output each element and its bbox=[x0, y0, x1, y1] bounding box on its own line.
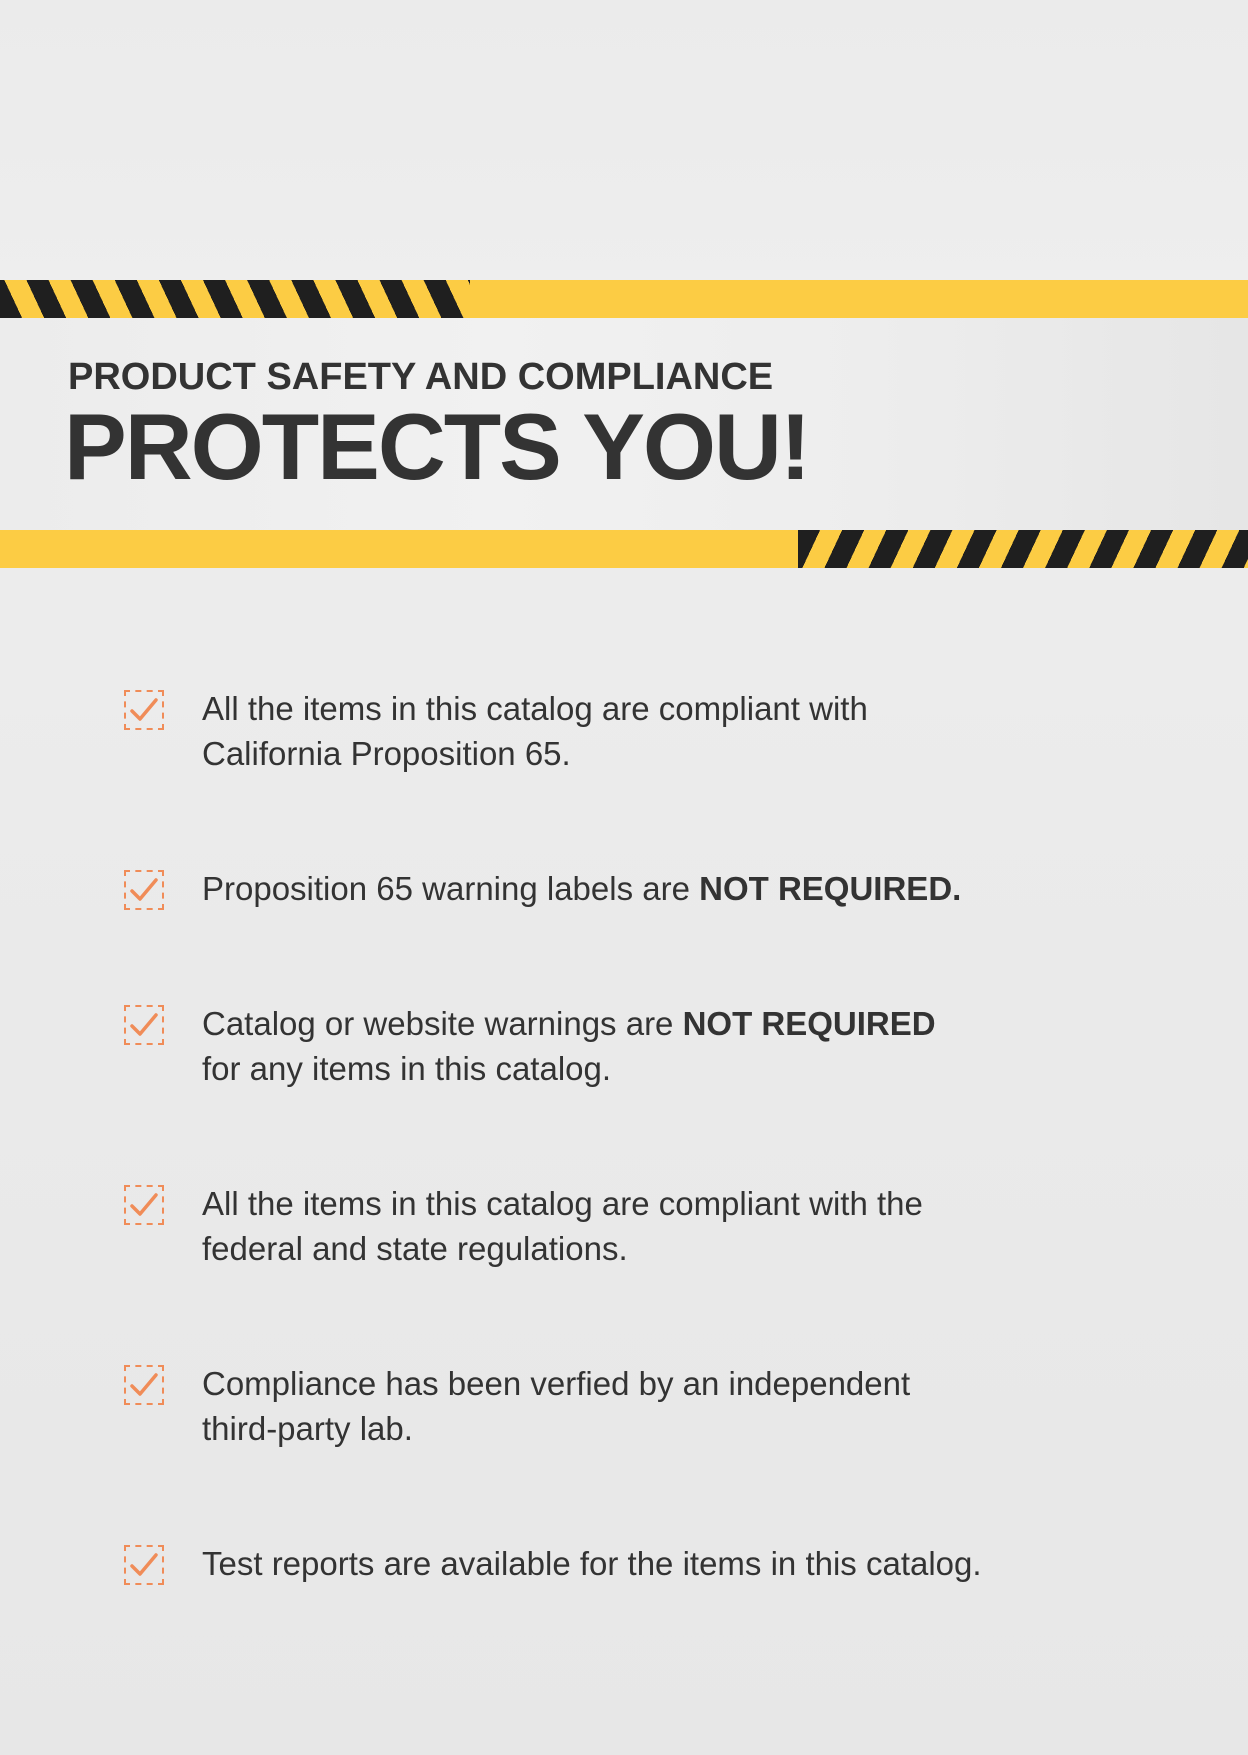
list-item bbox=[124, 686, 1124, 776]
list-item-text: All the items in this catalog are compliant with California Proposition 65. bbox=[202, 690, 868, 772]
page-title: PROTECTS YOU! bbox=[64, 394, 810, 499]
checkmark-icon bbox=[124, 1005, 164, 1045]
emphasis-text: NOT REQUIRED. bbox=[699, 870, 962, 907]
list-item bbox=[124, 1541, 1124, 1586]
page-subtitle: PRODUCT SAFETY AND COMPLIANCE bbox=[68, 356, 774, 398]
emphasis-text: NOT REQUIRED bbox=[682, 1005, 936, 1042]
list-item-text: All the items in this catalog are compliant with the federal and state regulations. bbox=[202, 1185, 923, 1267]
list-item bbox=[124, 1181, 1124, 1271]
checkmark-icon bbox=[124, 690, 164, 730]
caution-stripes-bottom bbox=[798, 530, 1248, 568]
list-item-text: Catalog or website warnings are NOT REQUIRED for any items in this catalog. bbox=[202, 1005, 936, 1087]
list-item-text: Compliance has been verfied by an independent third-party lab. bbox=[202, 1365, 911, 1447]
list-item-text: Test reports are available for the items in this catalog. bbox=[202, 1545, 982, 1582]
list-item bbox=[124, 1001, 1124, 1091]
checkmark-icon bbox=[124, 1185, 164, 1225]
checkmark-icon bbox=[124, 1545, 164, 1585]
list-item bbox=[124, 866, 1124, 911]
list-item bbox=[124, 1361, 1124, 1451]
list-item-text: Proposition 65 warning labels are NOT REQUIRED. bbox=[202, 870, 962, 907]
checkmark-icon bbox=[124, 870, 164, 910]
checkmark-icon bbox=[124, 1365, 164, 1405]
caution-stripes-top bbox=[0, 280, 470, 318]
